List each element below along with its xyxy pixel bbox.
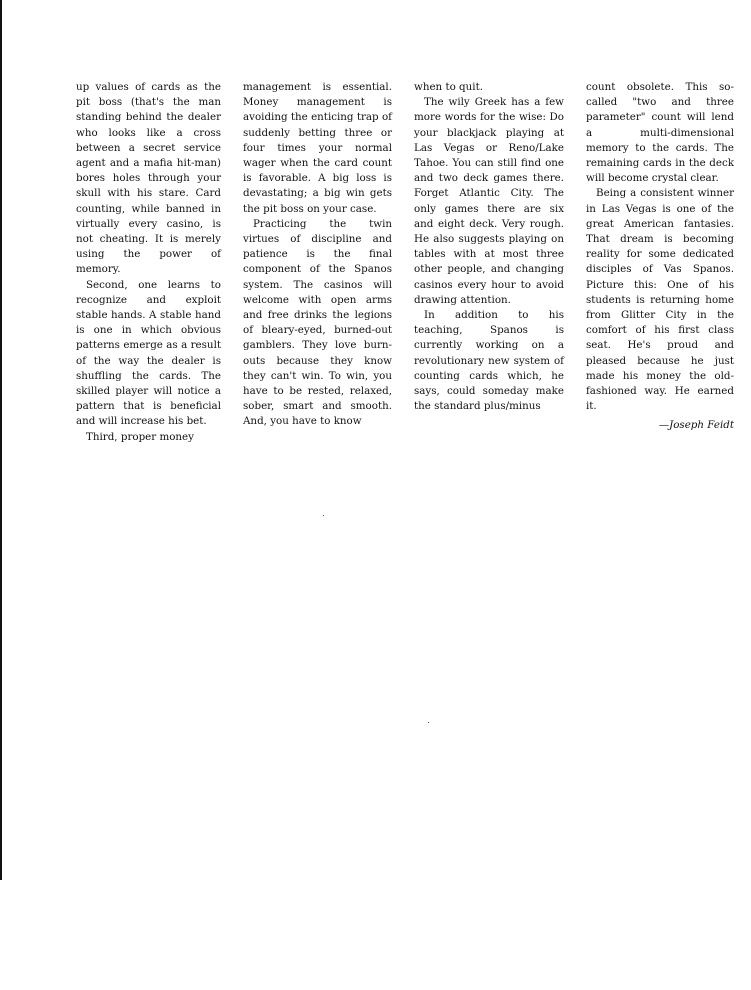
paragraph: management is essential. Money management is avoiding the enticing trap of suddenly betting three or four times your normal wager when the card count is favorable. A big loss is devastating; a big win gets the pit boss on your case.	[243, 81, 392, 215]
paragraph: Second, one learns to recognize and exploit stable hands. A stable hand is one in which obvious patterns emerge as a result of the way the dealer is shuffling the cards. The skilled player will notice a pattern that is beneficial and will increase his bet.	[76, 278, 221, 428]
scan-speck	[323, 515, 324, 516]
paragraph: count obsolete. This so-called "two and three parameter" count will lend a multi-dimensional memory to the cards. The remaining cards in the deck will become crystal clear.	[586, 81, 734, 185]
article-column-3	[414, 80, 564, 414]
article-column-2	[243, 80, 392, 430]
paragraph: The wily Greek has a few more words for the wise: Do your blackjack playing at Las Vegas or Reno/Lake Tahoe. You can still find one and two deck games there. Forget Atlantic City. The only games there are six and eight deck. Very rough. He also suggests playing on tables with at most three other people, and changing casinos every hour to avoid drawing attention.	[414, 96, 564, 306]
article-column-4	[586, 80, 734, 434]
paragraph: In addition to his teaching, Spanos is currently working on a revolutionary new system of counting cards which, he says, could someday make the standard plus/minus	[414, 309, 564, 413]
paragraph: Third, proper money	[86, 430, 194, 443]
paragraph: up values of cards as the pit boss (that's the man standing behind the dealer who looks like a cross between a secret service agent and a mafia hit-man) bores holes through your skull with his stare. Card counting, while banned in virtually every casino, is not cheating. It is merely using the power of memory.	[76, 81, 221, 276]
scan-speck	[428, 722, 429, 723]
paragraph: when to quit.	[414, 81, 483, 93]
page-edge-line	[0, 0, 2, 880]
paragraph: Being a consistent winner in Las Vegas is one of the great American fantasies. That dream is becoming reality for some dedicated disciples of Vas Spanos. Picture this: One of his students is returning home from Glitter City in the comfort of his first class seat. He's proud and pleased because he just made his money the old-fashioned way. He earned it.	[586, 187, 734, 413]
paragraph: Practicing the twin virtues of discipline and patience is the final component of the Spanos system. The casinos will welcome with open arms and free drinks the legions of bleary-eyed, burned-out gamblers. They love burn-outs because they know they can't win. To win, you have to be rested, relaxed, sober, smart and smooth. And, you have to know	[243, 217, 392, 428]
article-column-1	[76, 80, 221, 445]
author-byline: —Joseph Feidt	[658, 419, 734, 432]
